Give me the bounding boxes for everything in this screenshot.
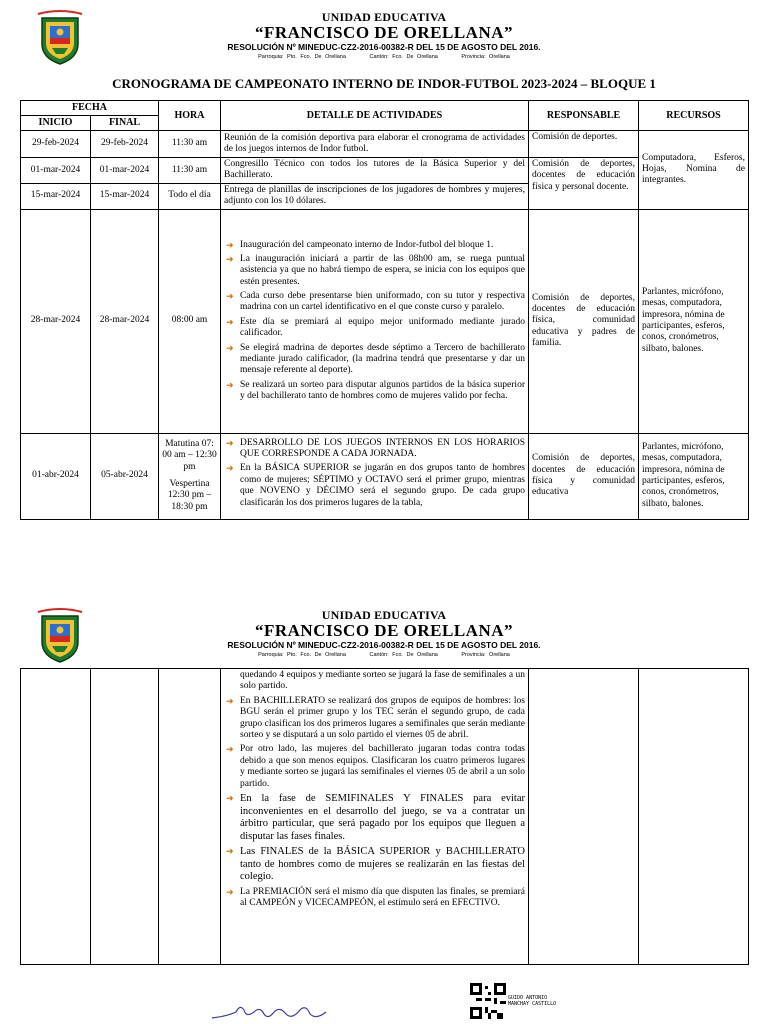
- item-text: En la fase de SEMIFINALES Y FINALES para evitar inconvenientes en el desarrollo del juego, se va a contratar un árbitro particular, que será pagado por los equipos que lleguen a disputar las fases finales.: [240, 792, 525, 842]
- item-text: Cada curso debe presentarse bien uniformado, con su tutor y respectiva madrina con un cartel identificativo en el que conste curso y paralelo.: [240, 291, 525, 313]
- letterhead: [0, 0, 768, 66]
- list-item: [224, 343, 525, 377]
- list-item: [224, 317, 525, 340]
- cell-final: 15-mar-2024: [91, 183, 159, 209]
- list-item: [224, 887, 525, 910]
- cell-final: 05-abr-2024: [91, 433, 159, 519]
- institution-type: UNIDAD EDUCATIVA: [321, 10, 447, 24]
- arrow-bullet-icon: [226, 317, 234, 328]
- table-header-row: [21, 101, 749, 116]
- table-row: [21, 433, 749, 519]
- canton: Cantón: Fco. De Orellana: [369, 54, 438, 60]
- col-fecha: FECHA: [21, 101, 159, 116]
- arrow-bullet-icon: [226, 438, 234, 449]
- cell-hora: 08:00 am: [159, 209, 221, 433]
- cell-detalle: Congresillo Técnico con todos los tutores de la Básica Superior y del Bachillerato.: [221, 158, 529, 184]
- signer-first-name: GUIDO ANTONIO: [508, 995, 548, 1001]
- location-line: [0, 54, 768, 60]
- resolution-line: RESOLUCIÓN Nº MINEDUC-CZ2-2016-00382-R DEL 15 DE AGOSTO DEL 2016.: [227, 640, 541, 650]
- cell-hora: Todo el día: [159, 183, 221, 209]
- arrow-bullet-icon: [226, 744, 234, 755]
- list-item: [224, 846, 525, 884]
- cell-inicio: 01-mar-2024: [21, 158, 91, 184]
- arrow-bullet-icon: [226, 463, 234, 474]
- list-item: [224, 240, 525, 251]
- list-item: [224, 254, 525, 288]
- schedule-table-continued: [20, 668, 749, 965]
- cell-detalle: [221, 669, 529, 965]
- resolution-line: RESOLUCIÓN Nº MINEDUC-CZ2-2016-00382-R DEL 15 DE AGOSTO DEL 2016.: [227, 42, 541, 52]
- list-item: [224, 291, 525, 314]
- cell-final: 29-feb-2024: [91, 131, 159, 158]
- cell-inicio: 28-mar-2024: [21, 209, 91, 433]
- digital-signature-name: [508, 995, 556, 1007]
- institution-name: “FRANCISCO DE ORELLANA”: [254, 23, 514, 42]
- canton: Cantón: Fco. De Orellana: [369, 652, 438, 658]
- table-row: [21, 209, 749, 433]
- item-text: Se realizará un sorteo para disputar algunos partidos de la básica superior y del bachillerato tanto de hombres como de mujeres valido por fecha.: [240, 379, 525, 402]
- item-text: Se elegirá madrina de deportes desde séptimo a Tercero de bachillerato mediante jurado calificador, (la madrina tendrá que presentarse y dar un mensaje referente al deporte).: [240, 342, 525, 376]
- page-2: [0, 598, 768, 1024]
- cell-recursos: Parlantes, micrófono, mesas, computadora, impresora, nómina de participantes, esferos, conos, cronómetros, silbato, balones.: [639, 433, 749, 519]
- cell-responsable: Comisión de deportes, docentes de educación física y comunidad educativa: [529, 433, 639, 519]
- cell-responsable: [529, 669, 639, 965]
- col-recursos: RECURSOS: [639, 101, 749, 131]
- cell-detalle: Entrega de planillas de inscripciones de los jugadores de hombres y mujeres, adjunto con los 10 dólares.: [221, 183, 529, 209]
- arrow-bullet-icon: [226, 254, 234, 265]
- activity-list: [224, 438, 525, 509]
- handwritten-signature: [210, 1002, 330, 1022]
- list-item: [224, 380, 525, 403]
- col-hora: HORA: [159, 101, 221, 131]
- cell-detalle: [221, 433, 529, 519]
- item-text: DESARROLLO DE LOS JUEGOS INTERNOS EN LOS HORARIOS QUE CORRESPONDE A CADA JORNADA.: [240, 437, 525, 459]
- arrow-bullet-icon: [226, 343, 234, 354]
- item-text: En la BÁSICA SUPERIOR se jugarán en dos grupos tanto de hombres como de mujeres; SÉPTIMO y OCTAVO será el primer grupo, mientras que NOVENO y DÉCIMO será el segundo grupo. De cada grupo clasificarán los dos primeros lugares de la tabla,: [240, 463, 525, 508]
- arrow-bullet-icon: [226, 380, 234, 391]
- col-responsable: RESPONSABLE: [529, 101, 639, 131]
- institution-type: UNIDAD EDUCATIVA: [321, 608, 447, 622]
- item-text: Las FINALES de la BÁSICA SUPERIOR y BACHILLERATO tanto de hombres como de mujeres se realizarán en las fiestas del colegio.: [240, 846, 525, 883]
- location-line: [0, 652, 768, 658]
- cell-hora: 11:30 am: [159, 131, 221, 158]
- cell-inicio: 29-feb-2024: [21, 131, 91, 158]
- list-item: [224, 438, 525, 461]
- list-item: [224, 744, 525, 790]
- col-inicio: INICIO: [21, 116, 91, 131]
- cell-detalle: [221, 209, 529, 433]
- cell-recursos-merged: Computadora, Esferos, Hojas, Nomina de integrantes.: [639, 131, 749, 210]
- col-final: FINAL: [91, 116, 159, 131]
- letterhead: [0, 598, 768, 664]
- table-row: [21, 669, 749, 965]
- item-text: La PREMIACIÓN será el mismo día que disputen las finales, se premiará al CAMPEÓN y VICECAMPEÓN, el estímulo será en EFECTIVO.: [240, 887, 525, 909]
- cell-inicio: 15-mar-2024: [21, 183, 91, 209]
- parroquia: Parroquia: Pto. Fco. De Orellana: [258, 652, 346, 658]
- hora-matutina: Matutina 07: 00 am – 12:30 pm: [162, 438, 217, 472]
- parroquia: Parroquia: Pto. Fco. De Orellana: [258, 54, 346, 60]
- item-text: La inauguración iniciará a partir de las 08h00 am, se ruega puntual asistencia ya que no habrá tiempo de espera, se inicia con los equipos que estén presentes.: [240, 253, 525, 287]
- item-text: Por otro lado, las mujeres del bachillerato jugaran todas contra todas debido a que son menos equipos. Clasificaran los cuatro primeros lugares y mediante sorteo se jugará las semifinales el viernes 05 de abril a un solo partido.: [240, 744, 525, 789]
- list-item: [224, 463, 525, 509]
- list-item: [224, 793, 525, 843]
- list-item: [224, 696, 525, 742]
- cell-final: 01-mar-2024: [91, 158, 159, 184]
- arrow-bullet-icon: [226, 696, 234, 707]
- hora-vespertina: Vespertina 12:30 pm – 18:30 pm: [167, 479, 212, 512]
- cell-detalle: Reunión de la comisión deportiva para elaborar el cronograma de actividades de los juegos internos de Indor futbol.: [221, 131, 529, 158]
- cell-inicio: 01-abr-2024: [21, 433, 91, 519]
- arrow-bullet-icon: [226, 793, 234, 804]
- continuation-text: quedando 4 equipos y mediante sorteo se jugará la fase de semifinales a un solo partido.: [240, 670, 525, 692]
- arrow-bullet-icon: [226, 846, 234, 857]
- cell-responsable: Comisión de deportes.: [529, 131, 639, 158]
- item-text: Este día se premiará al equipo mejor uniformado mediante jurado calificador.: [240, 316, 525, 339]
- qr-code-icon: [470, 983, 506, 1019]
- arrow-bullet-icon: [226, 887, 234, 898]
- arrow-bullet-icon: [226, 240, 234, 251]
- schedule-table: [20, 100, 749, 520]
- cell-recursos: Parlantes, micrófono, mesas, computadora, impresora, nómina de participantes, esferos, conos, cronómetros, silbato, balones.: [639, 209, 749, 433]
- cell-inicio: [21, 669, 91, 965]
- provincia: Provincia: Orellana: [461, 54, 510, 60]
- cell-responsable: Comisión de deportes, docentes de educación física, comunidad educativa y padres de familia.: [529, 209, 639, 433]
- item-text: En BACHILLERATO se realizará dos grupos de equipos de hombres: los BGU serán el primer grupo y los TEC serán el segundo grupo, de cada grupo clasifican los dos primeros lugares a semifinales que serán mediante sorteo y se disputará a un solo partido el viernes 05 de abril.: [240, 695, 525, 740]
- item-text: Inauguración del campeonato interno de Indor-futbol del bloque 1.: [240, 239, 494, 250]
- cell-hora: 11:30 am: [159, 158, 221, 184]
- cell-hora: [159, 669, 221, 965]
- arrow-bullet-icon: [226, 291, 234, 302]
- signer-last-name: MANCHAY CASTILLO: [508, 1001, 557, 1007]
- cell-hora: [159, 433, 221, 519]
- cell-final: [91, 669, 159, 965]
- institution-name: “FRANCISCO DE ORELLANA”: [254, 621, 514, 640]
- cell-final: 28-mar-2024: [91, 209, 159, 433]
- activity-list: [224, 696, 525, 910]
- cell-responsable: Comisión de deportes, docentes de educación física y personal docente.: [529, 158, 639, 210]
- activity-list: [224, 240, 525, 403]
- col-detalle: DETALLE DE ACTIVIDADES: [221, 101, 529, 131]
- provincia: Provincia: Orellana: [461, 652, 510, 658]
- document-title: CRONOGRAMA DE CAMPEONATO INTERNO DE INDOR-FUTBOL 2023-2024 – BLOQUE 1: [112, 76, 656, 91]
- table-row: [21, 131, 749, 158]
- cell-recursos: [639, 669, 749, 965]
